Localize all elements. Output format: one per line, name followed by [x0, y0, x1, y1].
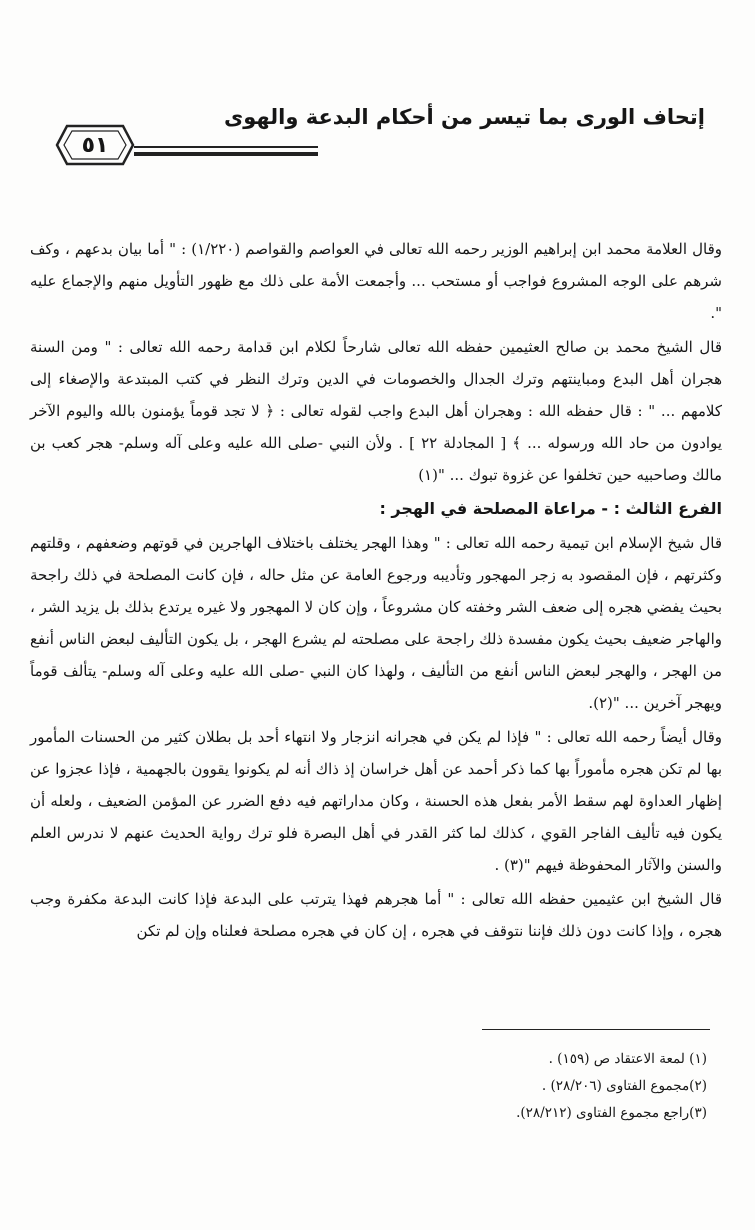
footnote-1: (١) لمعة الاعتقاد ص (١٥٩) . — [548, 1051, 707, 1067]
header-rule — [134, 146, 318, 156]
footnotes — [287, 1046, 707, 1127]
footnote-3: (٣)راجع مجموع الفتاوى (٢٨/٢١٢). — [516, 1105, 707, 1121]
section-subheading: الفرع الثالث : - مراعاة المصلحة في الهجر : — [379, 499, 722, 518]
paragraph-4: وقال أيضاً رحمه الله تعالى : " فإذا لم يكن في هجرانه انزجار ولا انتهاء أحد بل بطلان كثير من الحسنات المأمور بها لم تكن هجره مأموراً بها كما ذكر أحمد عن أهل خراسان إذ ذاك أنه لم يكونوا يقوون بالجهمية ، فإذا عجزوا عن إظهار العداوة لهم سقط الأمر بفعل هذه الحسنة ، وكان مداراتهم فيه دفع الضرر عن المؤمن الضعيف ، ولعله أن يكون فيه تأليف الفاجر القوي ، كذلك لما كثر القدر في أهل البصرة فلو ترك رواية الحديث عنهم لا ندرس العلم والسنن والآثار المحفوظة فيهم "(٣) . — [30, 728, 722, 874]
footnote-separator — [482, 1029, 710, 1030]
paragraph-1: وقال العلامة محمد ابن إبراهيم الوزير رحمه الله تعالى في العواصم والقواصم (١/٢٢٠) : " أما بيان بدعهم ، وكف شرهم على الوجه المشروع فواجب أو مستحب ... وأجمعت الأمة على ذلك مع ظهور التأويل منهم والإجماع عليه ". — [30, 240, 722, 322]
paragraph-5: قال الشيخ ابن عثيمين حفظه الله تعالى : " أما هجرهم فهذا يترتب على البدعة فإذا كانت البدعة مكفرة وجب هجره ، وإذا كانت دون ذلك فإننا نتوقف في هجره ، إن كان في هجره مصلحة فعلناه وإن لم تكن — [30, 890, 722, 940]
main-text — [30, 233, 722, 947]
paragraph-3: قال شيخ الإسلام ابن تيمية رحمه الله تعالى : " وهذا الهجر يختلف باختلاف الهاجرين في قوتهم وضعفهم ، وقلتهم وكثرتهم ، فإن المقصود به زجر المهجور وتأديبه ورجوع العامة عن مثل حاله ، فإن كانت المصلحة في ذلك راجحة بحيث يفضي هجره إلى ضعف الشر وخفته كان مشروعاً ، وإن كان لا المهجور ولا غيره يرتدع بذلك بل يزيد الشر ، والهاجر ضعيف بحيث يكون مفسدة ذلك راجحة على مصلحته لم يشرع الهجر ، بل يكون التأليف لبعض الناس أنفع من الهجر ، والهجر لبعض الناس أنفع من التأليف ، ولهذا كان النبي -صلى الله عليه وعلى آله وسلم- يتألف قوماً ويهجر آخرين ... "(٢). — [30, 534, 722, 712]
running-title: إتحاف الورى بما تيسر من أحكام البدعة والهوى — [223, 105, 705, 129]
footnote-2: (٢)مجموع الفتاوى (٢٨/٢٠٦) . — [541, 1078, 707, 1094]
page-number: ٥١ — [81, 133, 109, 158]
paragraph-2: قال الشيخ محمد بن صالح العثيمين حفظه الله تعالى شارحاً لكلام ابن قدامة رحمه الله تعالى : " ومن السنة هجران أهل البدع ومباينتهم وترك الجدال والخصومات في الدين وترك النظر في كتب المبتدعة والإصغاء إلى كلامهم ... " : قال حفظه الله : وهجران أهل البدع واجب لقوله تعالى : ﴿ لا تجد قوماً يؤمنون بالله واليوم الآخر يوادون من حاد الله ورسوله ... ﴾ [ المجادلة ٢٢ ] . ولأن النبي -صلى الله عليه وعلى آله وسلم- هجر كعب بن مالك وصاحبيه حين تخلفوا عن غزوة تبوك ... "(١) — [30, 338, 723, 484]
